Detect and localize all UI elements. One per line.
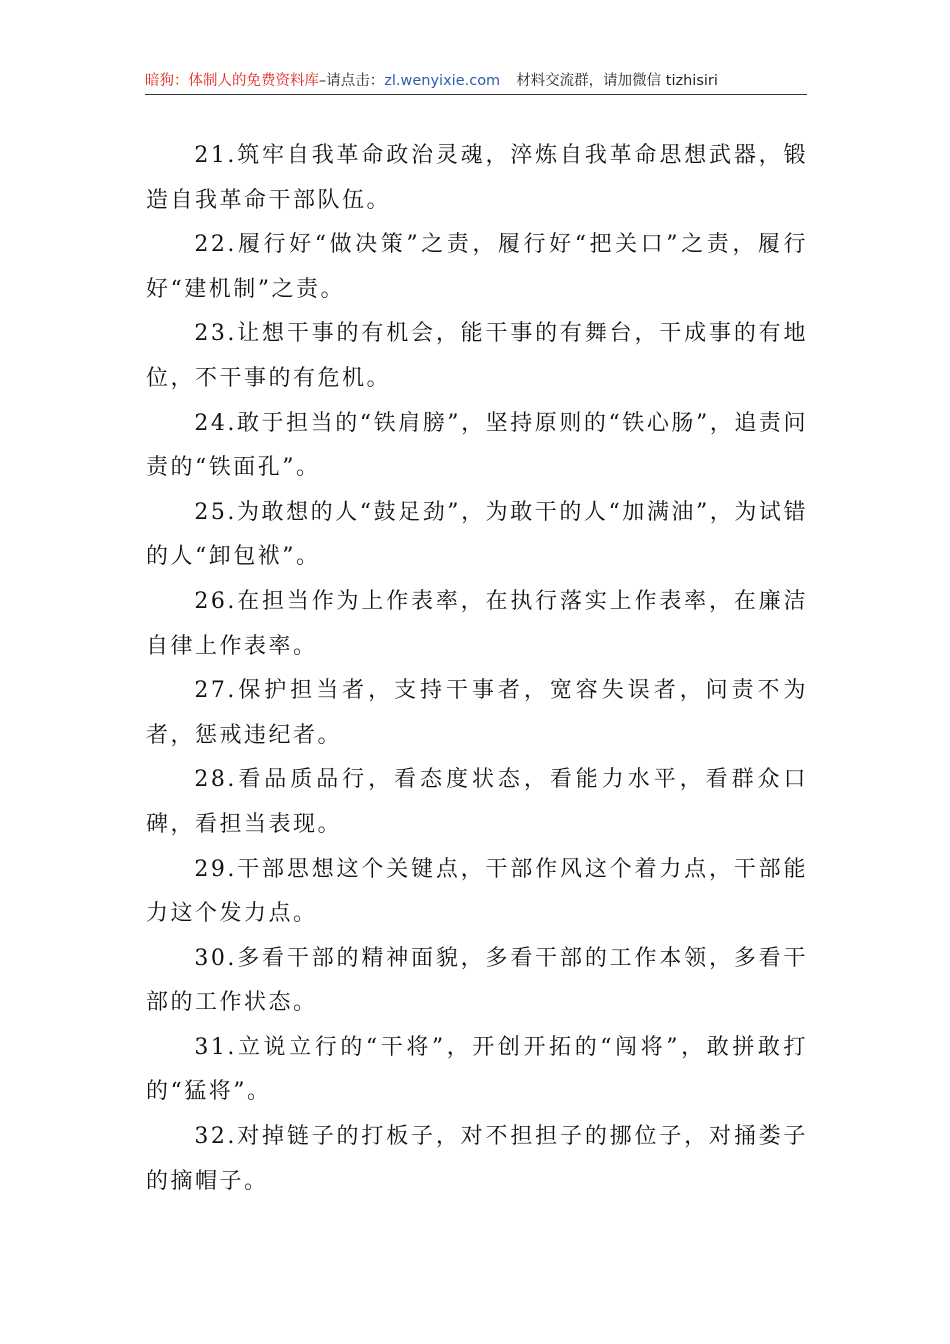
list-item-30: 30.多看干部的精神面貌，多看干部的工作本领，多看干部的工作状态。 xyxy=(146,945,808,1016)
list-item-22: 22.履行好“做决策”之责，履行好“把关口”之责，履行好“建机制”之责。 xyxy=(146,232,808,302)
list-item-26: 26.在担当作为上作表率，在执行落实上作表率，在廉洁自律上作表率。 xyxy=(146,588,808,659)
header-group-notice: 材料交流群，请加微信 tizhisiri xyxy=(516,73,718,89)
list-item-23: 23.让想干事的有机会，能干事的有舞台，干成事的有地位，不干事的有危机。 xyxy=(146,321,808,391)
list-item-32: 32.对掉链子的打板子，对不担担子的挪位子，对捅娄子的摘帽子。 xyxy=(146,1124,808,1194)
list-item-21: 21.筑牢自我革命政治灵魂，淬炼自我革命思想武器，锻造自我革命干部队伍。 xyxy=(146,143,808,213)
header-brand: 暗狗：体制人的免费资料库 xyxy=(145,73,319,89)
list-item-28: 28.看品质品行，看态度状态，看能力水平，看群众口碑，看担当表现。 xyxy=(146,767,808,837)
list-item-31: 31.立说立行的“干将”，开创开拓的“闯将”，敢拼敢打的“猛将”。 xyxy=(146,1034,808,1105)
list-item-27: 27.保护担当者，支持干事者，宽容失误者，问责不为者，惩戒违纪者。 xyxy=(146,678,808,748)
list-item-24: 24.敢于担当的“铁肩膀”，坚持原则的“铁心肠”，追责问责的“铁面孔”。 xyxy=(146,410,808,481)
header-click-prompt: –请点击： xyxy=(319,73,385,89)
list-item-29: 29.干部思想这个关键点，干部作风这个着力点，干部能力这个发力点。 xyxy=(146,856,808,927)
list-item-25: 25.为敢想的人“鼓足劲”，为敢干的人“加满油”，为试错的人“卸包袱”。 xyxy=(146,499,808,570)
page-header xyxy=(145,70,807,95)
header-url-link[interactable]: zl.wenyixie.com xyxy=(384,73,501,89)
document-body xyxy=(146,134,808,1204)
